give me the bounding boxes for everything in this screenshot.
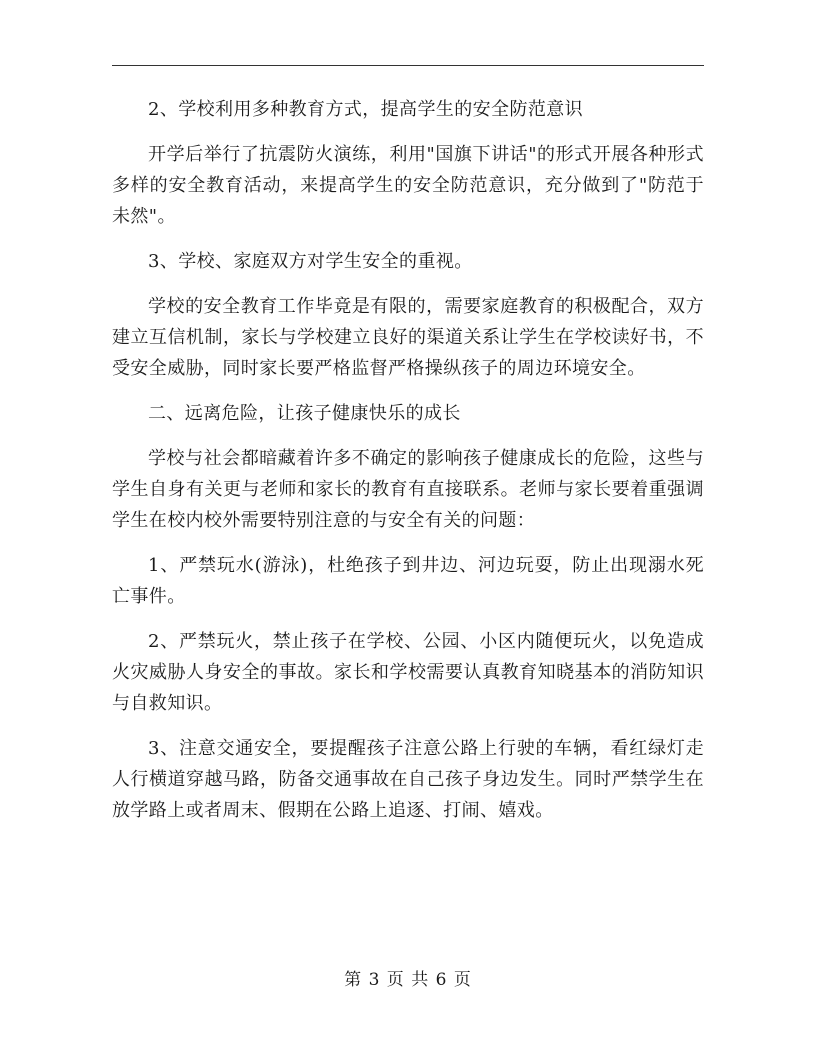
paragraph-heading-2: 2、学校利用多种教育方式，提高学生的安全防范意识 — [148, 99, 584, 120]
paragraph: 学校的安全教育工作毕竟是有限的，需要家庭教育的积极配合，双方建立互信机制，家长与学校建立良好的渠道关系让学生在学校读好书，不受安全威胁，同时家长要严格监督严格操纵孩子的周边环境安全。 — [112, 296, 704, 379]
paragraph-heading-3: 3、学校、家庭双方对学生安全的重视。 — [148, 251, 473, 272]
list-item-2: 2、严禁玩火，禁止孩子在学校、公园、小区内随便玩火，以免造成火灾威胁人身安全的事故。家长和学校需要认真教育知晓基本的消防知识与自救知识。 — [112, 631, 704, 714]
list-item-3: 3、注意交通安全，要提醒孩子注意公路上行驶的车辆，看红绿灯走人行横道穿越马路，防备交通事故在自己孩子身边发生。同时严禁学生在放学路上或者周末、假期在公路上追逐、打闹、嬉戏。 — [112, 738, 704, 821]
paragraph: 开学后举行了抗震防火演练，利用"国旗下讲话"的形式开展各种形式多样的安全教育活动，来提高学生的安全防范意识，充分做到了"防范于未然"。 — [112, 144, 704, 227]
paragraph: 学校与社会都暗藏着许多不确定的影响孩子健康成长的危险，这些与学生自身有关更与老师和家长的教育有直接联系。老师与家长要着重强调学生在校内校外需要特别注意的与安全有关的问题： — [112, 448, 704, 531]
list-item-1: 1、严禁玩水(游泳)，杜绝孩子到井边、河边玩耍，防止出现溺水死亡事件。 — [112, 555, 704, 607]
document-body — [112, 94, 704, 826]
page-number: 第 3 页 共 6 页 — [344, 970, 472, 990]
header-rule — [112, 65, 704, 66]
section-heading: 二、远离危险，让孩子健康快乐的成长 — [148, 403, 461, 424]
